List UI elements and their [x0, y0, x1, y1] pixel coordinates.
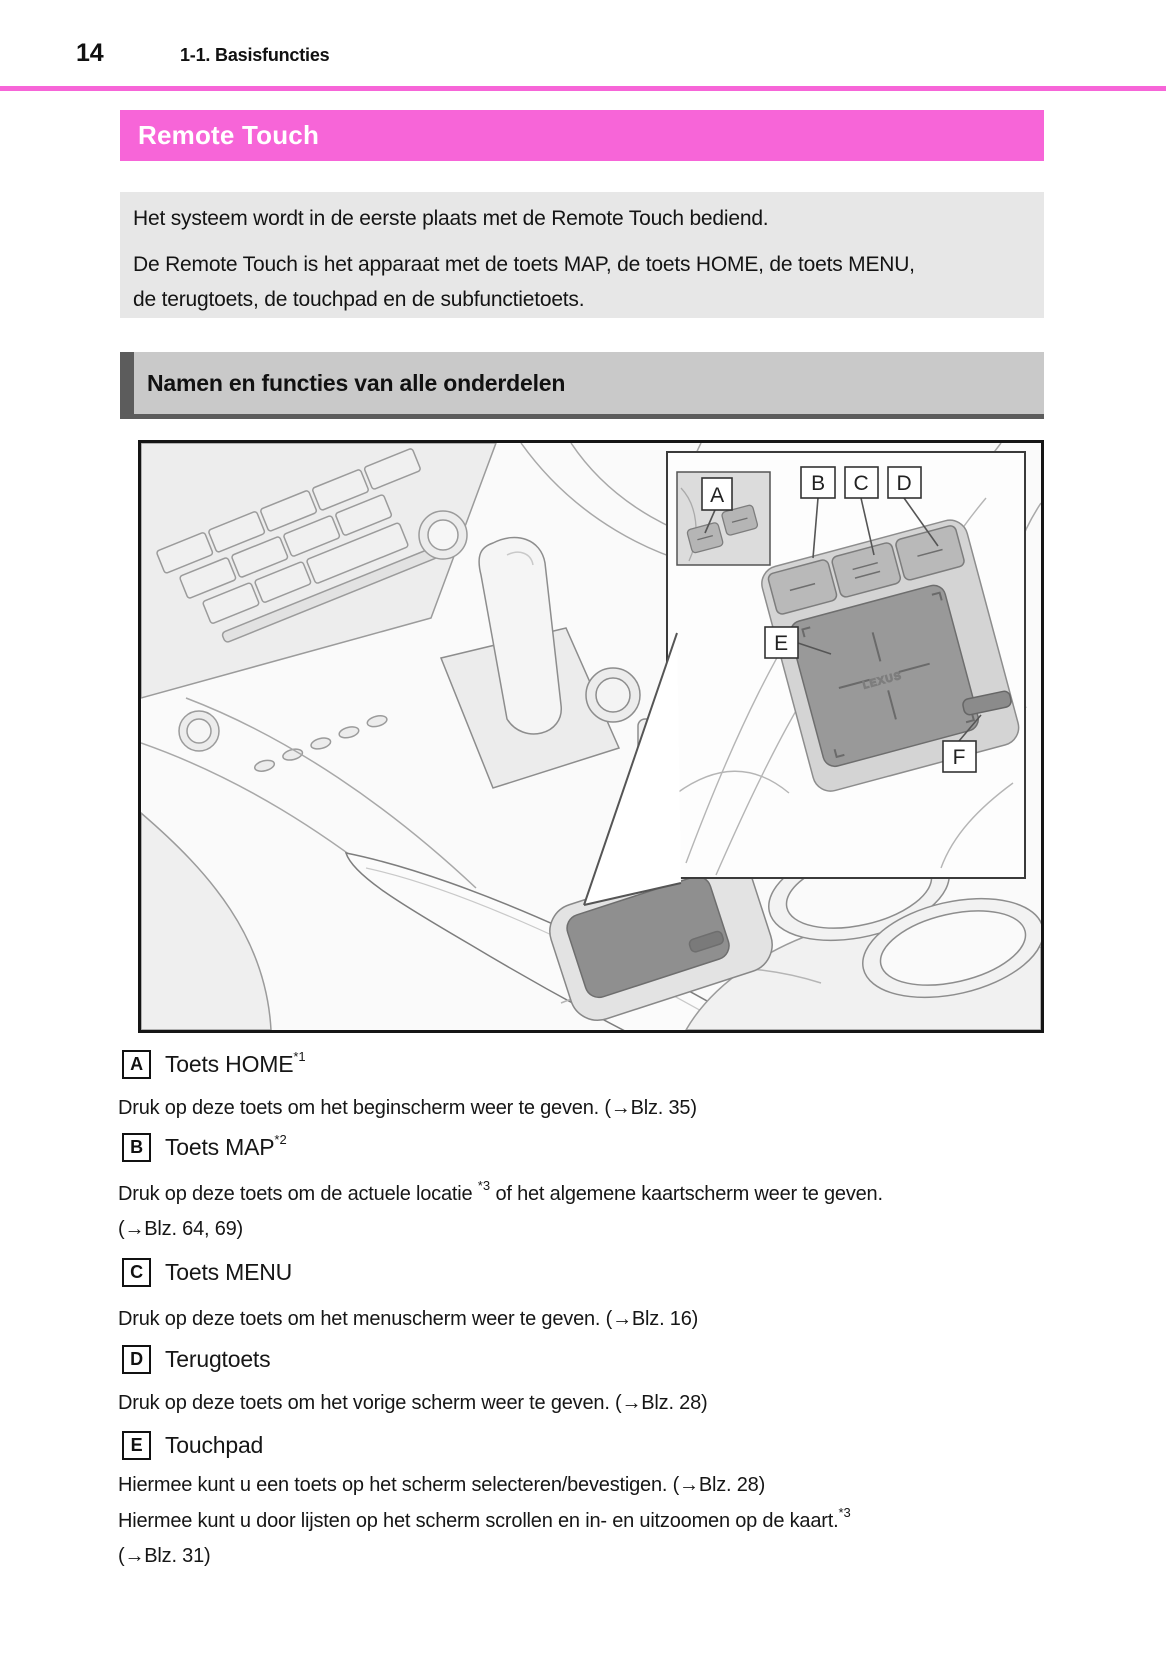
intro-paragraph-2: De Remote Touch is het apparaat met de toets MAP, de toets HOME, de toets MENU, de terugtoets, de touchpad en de subfunctietoets. — [133, 252, 915, 312]
item-c-letter: C — [122, 1258, 151, 1287]
item-b-title: Toets MAP$^{*2}$ — [165, 1132, 287, 1160]
item-e-letter: E — [122, 1431, 151, 1460]
item-a-description: Druk op deze toets om het beginscherm weer te geven. (→Blz. 35) — [118, 1097, 697, 1119]
breadcrumb: 1-1. Basisfuncties — [180, 45, 330, 65]
figure-label-a: A — [710, 484, 724, 507]
item-d-title: Terugtoets — [165, 1346, 271, 1372]
intro-box — [120, 192, 1044, 318]
intro-paragraph-1: Het systeem wordt in de eerste plaats met de Remote Touch bediend. — [133, 207, 769, 230]
item-a-letter: A — [122, 1050, 151, 1079]
inset-panel — [667, 452, 1025, 878]
item-b-description: Druk op deze toets om de actuele locatie $^{*3}$ of het algemene kaartscherm weer te geven. (→Blz. 64, 69) — [118, 1178, 883, 1240]
footnote-marker: *2 — [274, 1132, 287, 1148]
section-title: Namen en functies van alle onderdelen — [147, 369, 566, 396]
touchpad-logo: LEXUS — [861, 670, 904, 692]
item-b-header — [122, 1133, 287, 1162]
item-b-letter: B — [122, 1133, 151, 1162]
item-e-title: Touchpad — [165, 1432, 264, 1458]
item-d-description: Druk op deze toets om het vorige scherm weer te geven. (→Blz. 28) — [118, 1392, 708, 1414]
item-e-header — [122, 1431, 263, 1460]
figure-label-c: C — [853, 472, 869, 495]
item-e-description-2: Hiermee kunt u door lijsten op het scherm scrollen en in- en uitzoomen op de kaart.$^{*3}$ (→Blz. 31) — [118, 1505, 851, 1567]
item-c-header — [122, 1258, 292, 1287]
figure-label-d: D — [896, 472, 912, 495]
console-illustration — [141, 443, 1041, 1030]
item-a-header — [122, 1050, 306, 1079]
page-number: 14 — [76, 39, 104, 67]
figure-label-b: B — [811, 472, 825, 495]
footnote-marker: *1 — [293, 1049, 306, 1065]
figure-label-e: E — [774, 632, 788, 655]
item-a-title: Toets HOME$^{*1}$ — [165, 1049, 306, 1077]
item-c-description: Druk op deze toets om het menuscherm weer te geven. (→Blz. 16) — [118, 1308, 699, 1330]
page-title: Remote Touch — [138, 120, 320, 150]
header-divider — [0, 86, 1166, 91]
figure-label-f: F — [952, 746, 966, 769]
section-header — [120, 352, 1044, 419]
item-c-title: Toets MENU — [165, 1259, 293, 1285]
console-figure — [138, 440, 1044, 1033]
item-d-letter: D — [122, 1345, 151, 1374]
item-d-header — [122, 1345, 270, 1374]
item-e-description-1: Hiermee kunt u een toets op het scherm selecteren/bevestigen. (→Blz. 28) — [118, 1474, 766, 1496]
title-banner — [120, 110, 1044, 161]
